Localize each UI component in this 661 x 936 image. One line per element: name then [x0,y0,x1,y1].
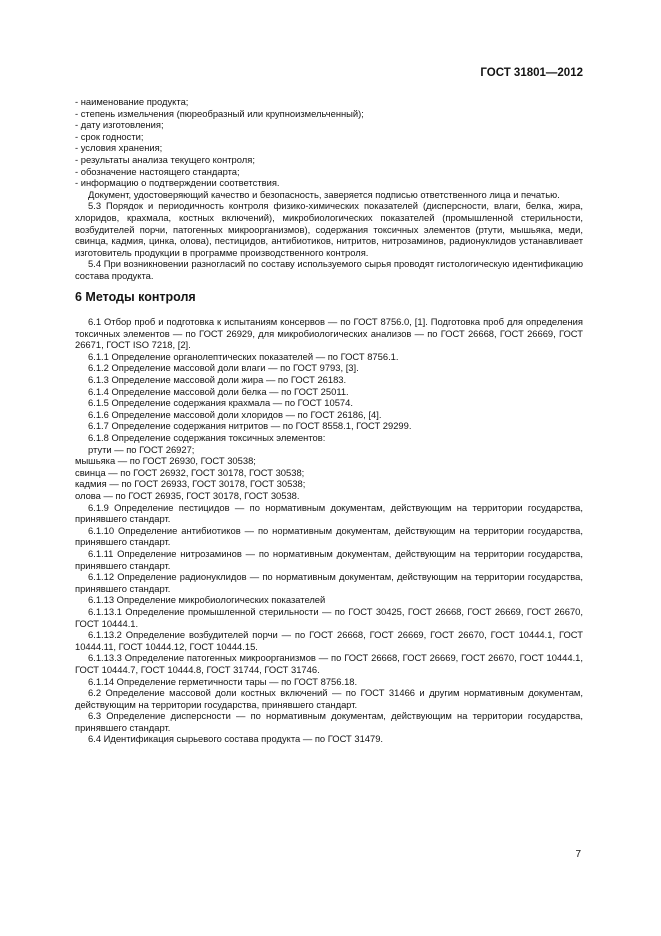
paragraph-6-1: 6.1 Отбор проб и подготовка к испытаниям консервов — по ГОСТ 8756.0, [1]. Подготовка проб для определения токсичных элементов — по ГОСТ 26929, для микробиологических анализов — по ГОСТ 26668, ГОСТ 26669, ГОСТ 26671, ГОСТ ISO 7218, [2]. [75,316,583,351]
paragraph-6-1-13: 6.1.13 Определение микробиологических показателей [88,594,326,606]
paragraph-quality-document: Документ, удостоверяющий качество и безопасность, заверяется подписью ответственного лица и печатью. [88,188,560,200]
paragraph-6-1-13-3: 6.1.13.3 Определение патогенных микроорганизмов — по ГОСТ 26668, ГОСТ 26669, ГОСТ 26670, ГОСТ 10444.1, ГОСТ 10444.7, ГОСТ 10444.8, ГОСТ 31744, ГОСТ 31746. [75,652,583,675]
paragraph-6-1-13-2: 6.1.13.2 Определение возбудителей порчи — по ГОСТ 26668, ГОСТ 26669, ГОСТ 26670, ГОСТ 10444.1, ГОСТ 10444.11, ГОСТ 10444.12, ГОСТ 10444.15. [75,629,583,652]
paragraph-5-4: 5.4 При возникновении разногласий по составу используемого сырья проводят гистологическую идентификацию состава продукта. [75,258,583,281]
paragraph-6-1-6: 6.1.6 Определение массовой доли хлоридов — по ГОСТ 26186, [4]. [88,408,382,420]
document-body [75,96,583,745]
list-item: - степень измельчения (пюреобразный или крупноизмельченный); [75,107,364,119]
toxic-element-mercury: ртути — по ГОСТ 26927; [88,443,195,455]
section-title: 6 Методы контроля [75,289,196,304]
shipment-info-list [75,96,583,189]
paragraph-6-1-12: 6.1.12 Определение радионуклидов — по нормативным документам, действующим на территории государства, принявшего стандарт. [75,571,583,594]
list-item: - обозначение настоящего стандарта; [75,165,240,177]
paragraph-6-1-14: 6.1.14 Определение герметичности тары — по ГОСТ 8756.18. [88,675,358,687]
paragraph-6-1-8: 6.1.8 Определение содержания токсичных элементов: [88,432,326,444]
toxic-element-arsenic: мышьяка — по ГОСТ 26930, ГОСТ 30538; [75,455,256,467]
paragraph-6-1-2: 6.1.2 Определение массовой доли влаги — по ГОСТ 9793, [3]. [88,362,359,374]
document-code: ГОСТ 31801—2012 [480,67,583,79]
paragraph-6-1-10: 6.1.10 Определение антибиотиков — по нормативным документам, действующим на территории государства, принявшего стандарт. [75,524,583,548]
list-item: - информацию о подтверждении соответствия. [75,177,280,189]
paragraph-6-1-9: 6.1.9 Определение пестицидов — по нормативным документам, действующим на территории государства, принявшего стандарт. [75,501,583,525]
list-item: - срок годности; [75,130,144,142]
toxic-element-tin: олова — по ГОСТ 26935, ГОСТ 30178, ГОСТ 30538. [75,490,300,501]
paragraph-6-4: 6.4 Идентификация сырьевого состава продукта — по ГОСТ 31479. [88,733,384,745]
paragraph-6-1-1: 6.1.1 Определение органолептических показателей — по ГОСТ 8756.1. [88,350,399,362]
page-number: 7 [575,849,581,860]
list-item: - наименование продукта; [75,96,189,107]
paragraph-6-2: 6.2 Определение массовой доли костных включений — по ГОСТ 31466 и другим нормативным документам, действующим на территории государства, принявшего стандарт. [75,687,583,710]
paragraph-6-1-5: 6.1.5 Определение содержания крахмала — по ГОСТ 10574. [88,397,353,409]
toxic-element-cadmium: кадмия — по ГОСТ 26933, ГОСТ 30178, ГОСТ 30538; [75,478,306,490]
list-item: - результаты анализа текущего контроля; [75,153,255,165]
paragraph-5-3: 5.3 Порядок и периодичность контроля физико-химических показателей (дисперсности, влаги, белка, жира, хлоридов, крахмала, костных включений), микробиологических показателей (промышленной стерильности, возбудителей порчи, патогенных микроорганизмов), содержания токсичных элементов (ртути, мышьяка, меди, свинца, кадмия, цинка, олова), пестицидов, антибиотиков, нитритов, нитрозаминов, радионуклидов устанавливает изготовитель продукции в программе производственного контроля. [75,200,583,258]
list-item: - условия хранения; [75,142,163,154]
paragraph-6-1-7: 6.1.7 Определение содержания нитритов — по ГОСТ 8558.1, ГОСТ 29299. [88,420,412,432]
paragraph-6-1-3: 6.1.3 Определение массовой доли жира — по ГОСТ 26183. [88,374,347,386]
toxic-element-lead: свинца — по ГОСТ 26932, ГОСТ 30178, ГОСТ 30538; [75,466,305,478]
paragraph-6-1-11: 6.1.11 Определение нитрозаминов — по нормативным документам, действующим на территории государства, принявшего стандарт. [75,547,583,571]
paragraph-6-1-4: 6.1.4 Определение массовой доли белка — по ГОСТ 25011. [88,385,349,397]
paragraph-6-3: 6.3 Определение дисперсности — по нормативным документам, действующим на территории государства, принявшего стандарт. [75,710,583,733]
paragraph-6-1-13-1: 6.1.13.1 Определение промышленной стерильности — по ГОСТ 30425, ГОСТ 26668, ГОСТ 26669, ГОСТ 26670, ГОСТ 10444.1. [75,605,583,629]
list-item: - дату изготовления; [75,119,164,131]
